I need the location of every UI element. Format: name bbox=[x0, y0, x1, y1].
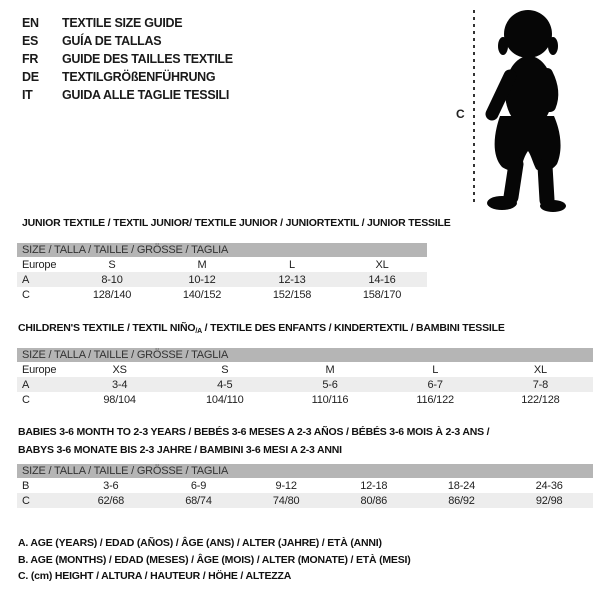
language-code: DE bbox=[22, 70, 39, 84]
row-label: A bbox=[22, 273, 30, 286]
language-label: TEXTILGRÖßENFÜHRUNG bbox=[62, 70, 216, 84]
table-cell: XS bbox=[112, 363, 127, 376]
table-cell: 140/152 bbox=[182, 288, 222, 301]
table-cell: 104/110 bbox=[206, 393, 244, 406]
junior-size-table bbox=[17, 257, 427, 302]
table-cell: 3-4 bbox=[111, 378, 128, 391]
footnotes bbox=[18, 535, 411, 585]
footnote-age-months: B. AGE (MONTHS) / EDAD (MESES) / ÂGE (MOIS) / ALTER (MONATE) / ETÀ (MESI) bbox=[18, 553, 411, 566]
table-row bbox=[17, 287, 427, 302]
table-cell: 6-9 bbox=[190, 479, 207, 492]
toddler-silhouette bbox=[487, 10, 566, 212]
table-row bbox=[17, 377, 593, 392]
table-cell: 5-6 bbox=[322, 378, 338, 391]
table-cell: 18-24 bbox=[447, 479, 476, 492]
babies-title-line2: BABYS 3-6 MONATE BIS 2-3 JAHRE / BAMBINI 3-6 MESI A 2-3 ANNI bbox=[18, 444, 342, 456]
table-cell: 110/116 bbox=[311, 393, 349, 406]
children-size-table bbox=[17, 362, 593, 407]
table-row bbox=[17, 272, 427, 287]
table-cell: S bbox=[108, 258, 116, 271]
table-cell: 3-6 bbox=[103, 479, 119, 492]
table-cell: M bbox=[197, 258, 207, 271]
language-code: IT bbox=[22, 88, 33, 102]
babies-size-table bbox=[17, 478, 593, 508]
table-cell: L bbox=[289, 258, 295, 271]
footnote-height-cm: C. (cm) HEIGHT / ALTURA / HAUTEUR / HÖHE / ALTEZZA bbox=[18, 570, 292, 582]
babies-size-header-band: SIZE / TALLA / TAILLE / GRÖSSE / TAGLIA bbox=[17, 464, 593, 478]
table-cell: XL bbox=[375, 258, 389, 271]
table-cell: 7-8 bbox=[532, 378, 549, 391]
language-code: EN bbox=[22, 16, 39, 30]
height-marker-label: C bbox=[456, 107, 465, 121]
table-row bbox=[17, 257, 427, 272]
babies-section-title bbox=[18, 423, 489, 459]
table-cell: 116/122 bbox=[416, 393, 454, 406]
table-row bbox=[17, 362, 593, 377]
table-cell: 62/68 bbox=[97, 494, 125, 507]
language-row bbox=[22, 50, 233, 68]
toddler-silhouette-image bbox=[450, 4, 585, 214]
table-cell: 80/86 bbox=[360, 494, 388, 507]
table-cell: 74/80 bbox=[272, 494, 300, 507]
language-row bbox=[22, 86, 233, 104]
table-cell: 128/140 bbox=[92, 288, 132, 301]
row-label: Europe bbox=[22, 363, 57, 376]
table-cell: 158/170 bbox=[362, 288, 402, 301]
junior-size-header-band: SIZE / TALLA / TAILLE / GRÖSSE / TAGLIA bbox=[17, 243, 427, 257]
row-label: C bbox=[22, 393, 30, 406]
table-cell: L bbox=[432, 363, 439, 376]
language-label: GUÍA DE TALLAS bbox=[62, 34, 162, 48]
table-cell: 86/92 bbox=[448, 494, 475, 507]
table-cell: 68/74 bbox=[185, 494, 212, 507]
row-label: A bbox=[22, 378, 30, 391]
language-title-list bbox=[22, 14, 233, 104]
table-cell: S bbox=[221, 363, 229, 376]
language-label: TEXTILE SIZE GUIDE bbox=[62, 16, 183, 30]
table-cell: 6-7 bbox=[427, 378, 443, 391]
children-title-suffix: / TEXTILE DES ENFANTS / KINDERTEXTIL / BAMBINI TESSILE bbox=[201, 322, 505, 334]
table-cell: 92/98 bbox=[535, 494, 563, 507]
junior-section-title: JUNIOR TEXTILE / TEXTIL JUNIOR/ TEXTILE JUNIOR / JUNIORTEXTIL / JUNIOR TESSILE bbox=[22, 217, 451, 229]
children-title-prefix: CHILDREN'S TEXTILE / TEXTIL NIÑO bbox=[18, 322, 196, 334]
row-label: B bbox=[22, 479, 30, 492]
table-cell: 10-12 bbox=[188, 273, 216, 286]
babies-title-line1: BABIES 3-6 MONTH TO 2-3 YEARS / BEBÉS 3-6 MESES A 2-3 AÑOS / BÉBÉS 3-6 MOIS À 2-3 ANS / bbox=[18, 426, 490, 438]
language-code: FR bbox=[22, 52, 39, 66]
language-label: GUIDA ALLE TAGLIE TESSILI bbox=[62, 88, 230, 102]
row-label: C bbox=[22, 494, 30, 507]
table-cell: XL bbox=[533, 363, 547, 376]
language-row bbox=[22, 32, 233, 50]
language-label: GUIDE DES TAILLES TEXTILE bbox=[62, 52, 233, 66]
row-label: Europe bbox=[22, 258, 57, 271]
language-row bbox=[22, 14, 233, 32]
children-section-title bbox=[18, 322, 505, 335]
children-title-sub: /A bbox=[195, 328, 202, 335]
table-cell: M bbox=[325, 363, 335, 376]
table-cell: 14-16 bbox=[368, 273, 396, 286]
table-cell: 24-36 bbox=[535, 479, 563, 492]
table-cell: 9-12 bbox=[275, 479, 297, 492]
table-row bbox=[17, 493, 593, 508]
table-cell: 12-13 bbox=[278, 273, 306, 286]
table-cell: 122/128 bbox=[521, 393, 560, 406]
row-label: C bbox=[22, 288, 30, 301]
table-cell: 4-5 bbox=[217, 378, 233, 391]
table-row bbox=[17, 392, 593, 407]
table-row bbox=[17, 478, 593, 493]
language-code: ES bbox=[22, 34, 39, 48]
table-cell: 152/158 bbox=[272, 288, 312, 301]
children-size-header-band: SIZE / TALLA / TAILLE / GRÖSSE / TAGLIA bbox=[17, 348, 593, 362]
language-row bbox=[22, 68, 233, 86]
table-cell: 12-18 bbox=[360, 479, 388, 492]
table-cell: 98/104 bbox=[103, 393, 136, 406]
table-cell: 8-10 bbox=[101, 273, 123, 286]
footnote-age-years: A. AGE (YEARS) / EDAD (AÑOS) / ÂGE (ANS) / ALTER (JAHRE) / ETÀ (ANNI) bbox=[18, 537, 382, 549]
